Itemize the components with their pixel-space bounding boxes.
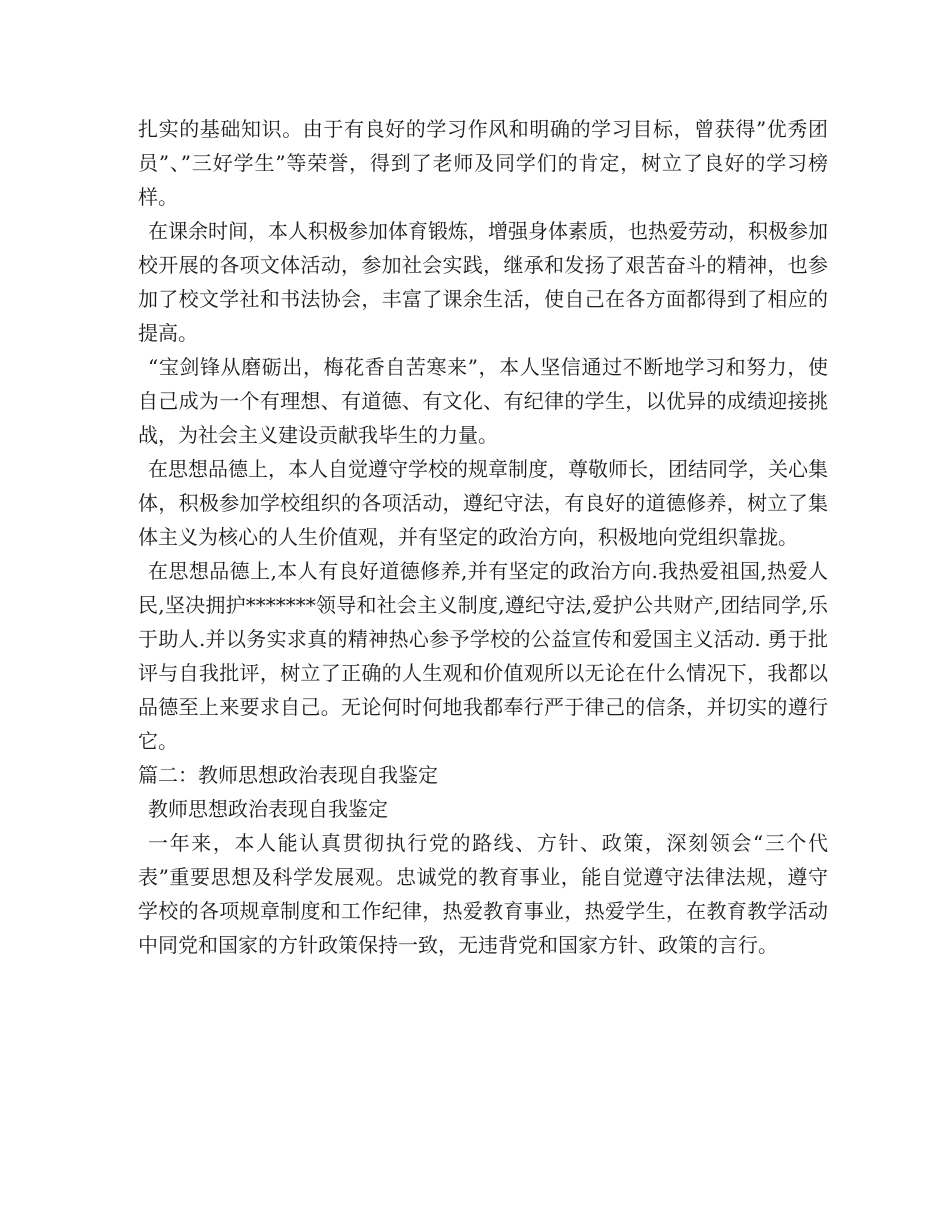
- paragraph-6: 一年来，本人能认真贯彻执行党的路线、方针、政策，深刻领会“三个代表”重要思想及科学发展观。忠诚党的教育事业，能自觉遵守法律法规，遵守学校的各项规章制度和工作纪律，热爱教育事业，热爱学生，在教育教学活动中同党和国家的方针政策保持一致，无违背党和国家方针、政策的言行。: [138, 831, 828, 957]
- paragraph-5: 在思想品德上,本人有良好道德修养,并有坚定的政治方向.我热爱祖国,热爱人民,坚决拥护*******领导和社会主义制度,遵纪守法,爱护公共财产,团结同学,乐于助人.并以务实求真的精神热心参予学校的公益宣传和爱国主义活动. 勇于批评与自我批评，树立了正确的人生观和价值观所以无论在什么情况下，我都以品德至上来要求自己。无论何时何地我都奉行严于律己的信条，并切实的遵行它。: [138, 559, 828, 753]
- paragraph-1: 扎实的基础知识。由于有良好的学习作风和明确的学习目标，曾获得”优秀团员”、”三好学生”等荣誉，得到了老师及同学们的肯定，树立了良好的学习榜样。: [138, 117, 828, 209]
- paragraph-3: “宝剑锋从磨砺出，梅花香自苦寒来”，本人坚信通过不断地学习和努力，使自己成为一个有理想、有道德、有文化、有纪律的学生，以优异的成绩迎接挑战，为社会主义建设贡献我毕生的力量。: [138, 355, 828, 447]
- section-title: 教师思想政治表现自我鉴定: [148, 797, 388, 821]
- document-body: [138, 112, 828, 962]
- paragraph-4: 在思想品德上，本人自觉遵守学校的规章制度，尊敬师长，团结同学，关心集体，积极参加学校组织的各项活动，遵纪守法，有良好的道德修养，树立了集体主义为核心的人生价值观，并有坚定的政治方向，积极地向党组织靠拢。: [138, 457, 828, 549]
- paragraph-2: 在课余时间，本人积极参加体育锻炼，增强身体素质，也热爱劳动，积极参加校开展的各项文体活动，参加社会实践，继承和发扬了艰苦奋斗的精神，也参加了校文学社和书法协会，丰富了课余生活，使自己在各方面都得到了相应的提高。: [138, 219, 828, 345]
- section-heading: 篇二：教师思想政治表现自我鉴定: [138, 763, 438, 787]
